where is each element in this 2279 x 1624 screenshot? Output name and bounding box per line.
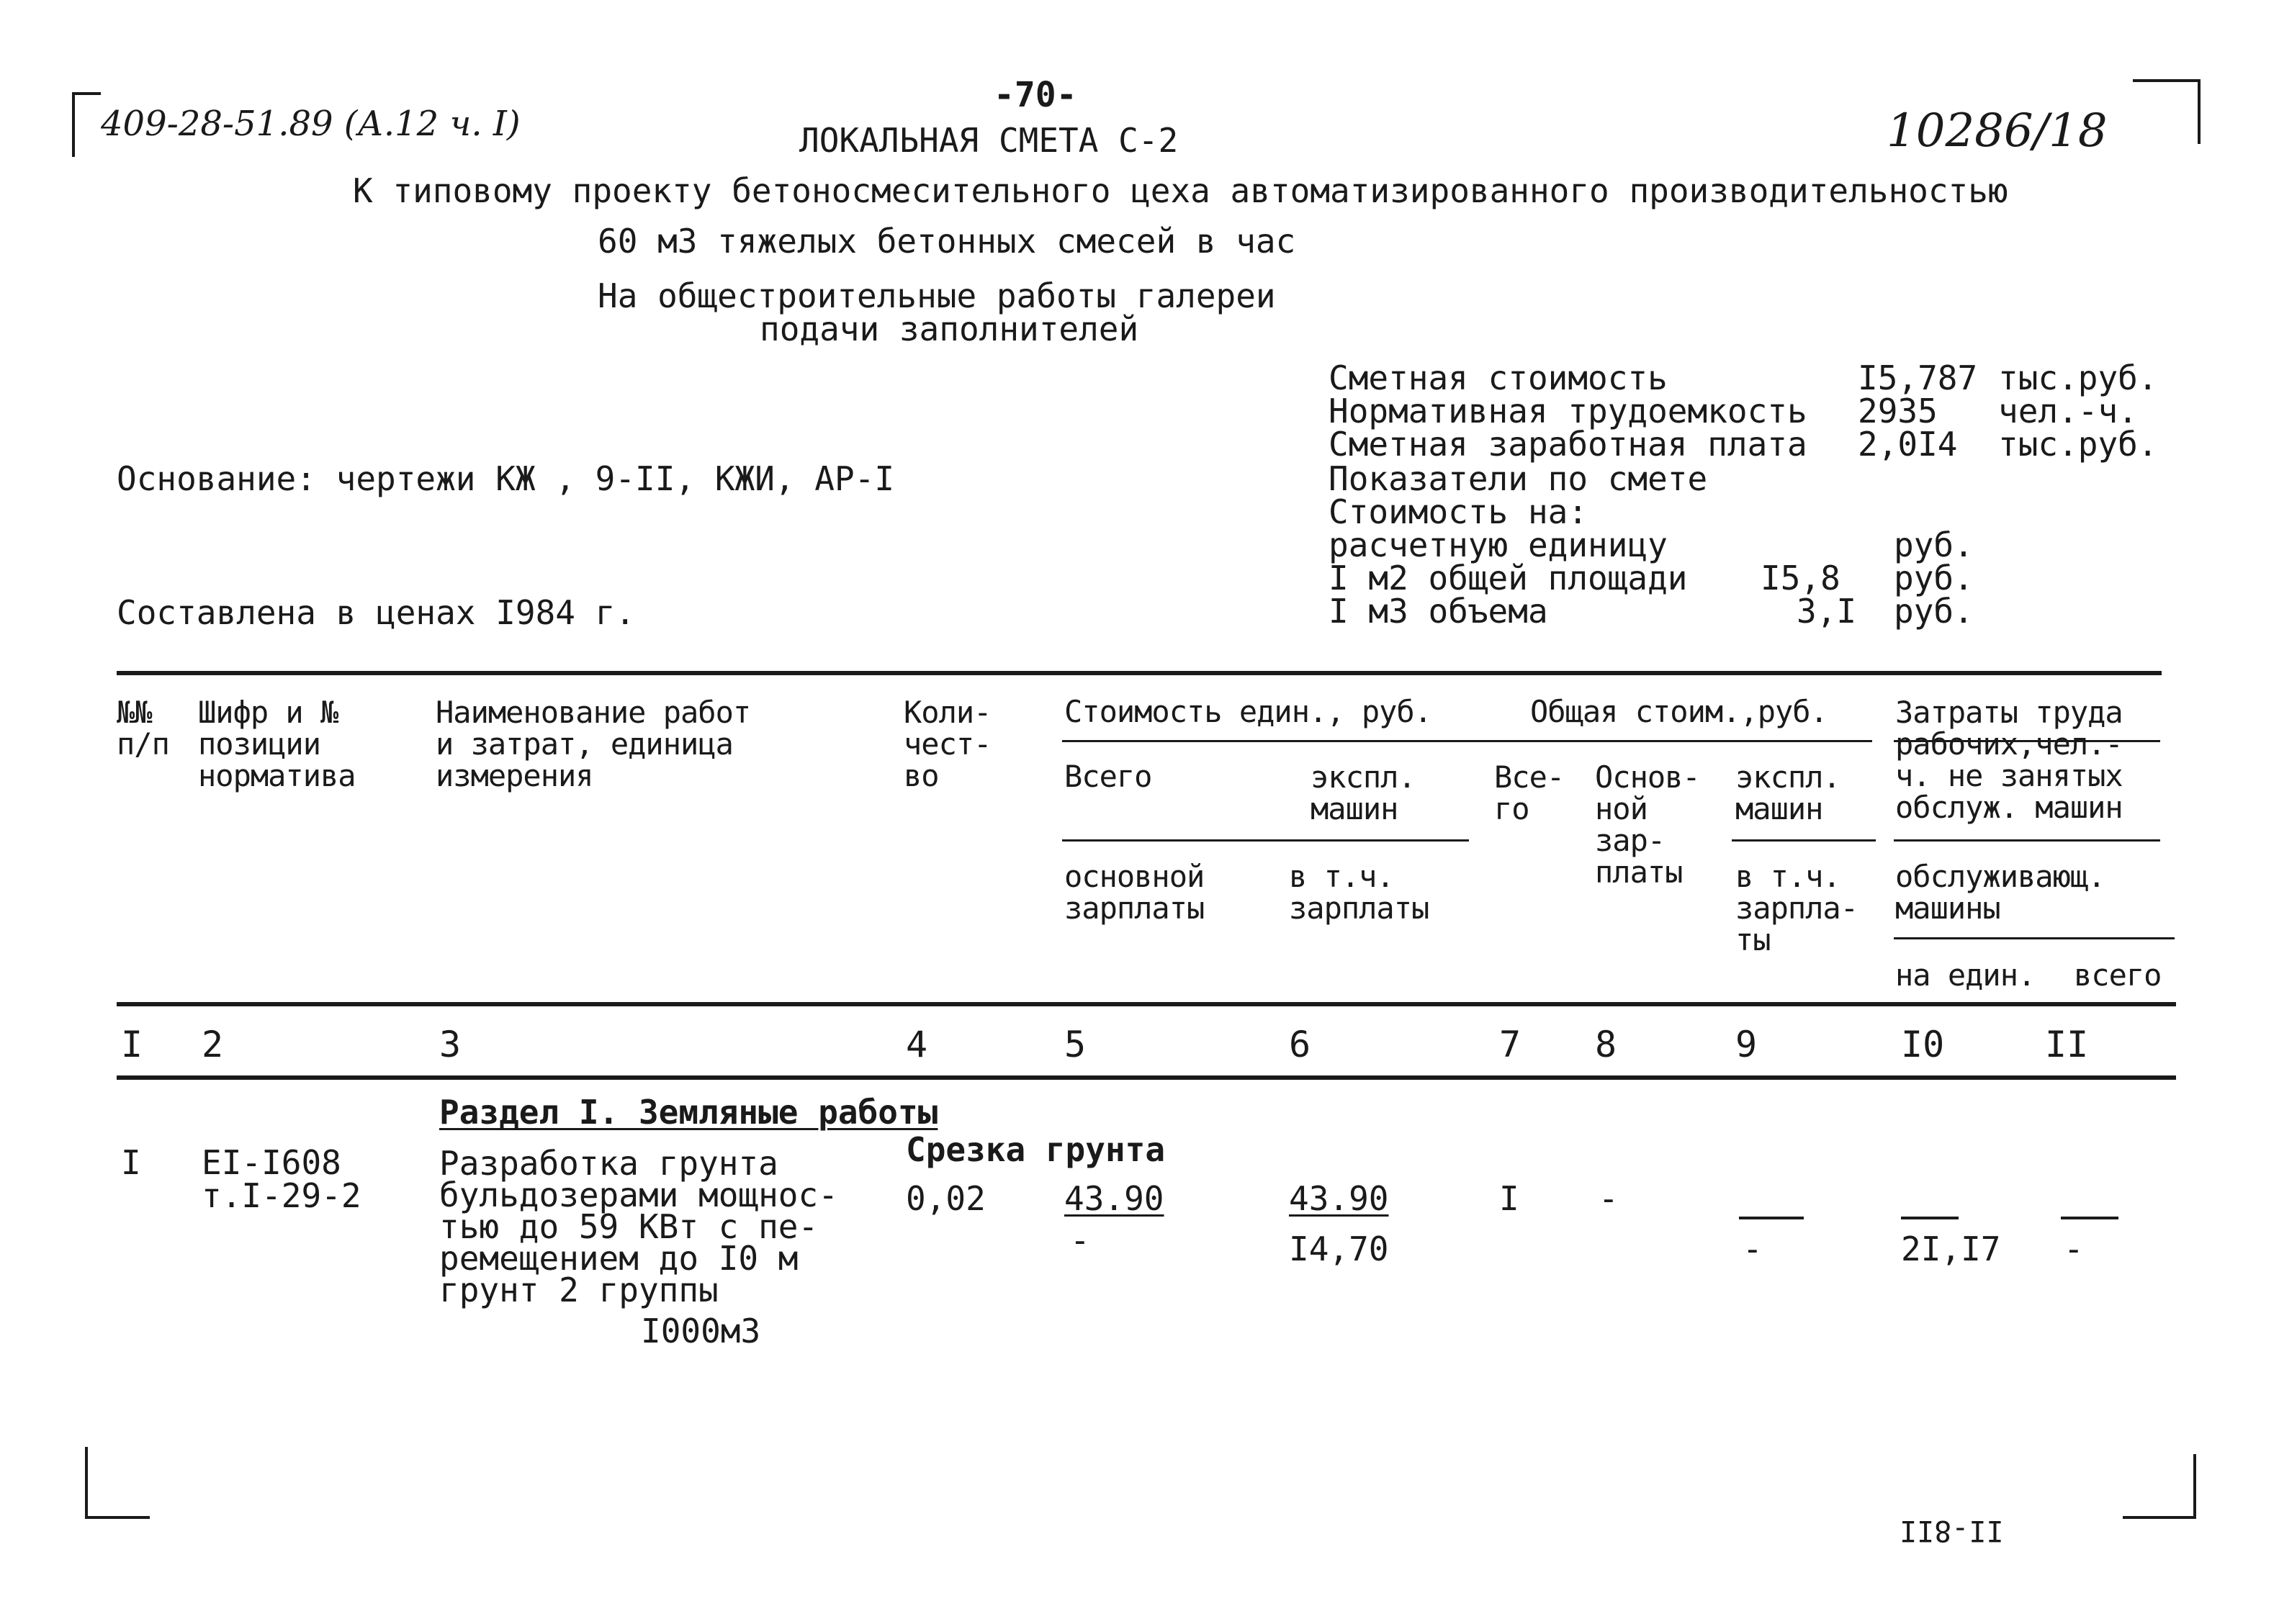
corner-bracket-top-left-h xyxy=(72,92,101,95)
header-unit-cost: Стоимость един., руб. xyxy=(1064,694,1432,729)
table-subrule-col5 xyxy=(1062,839,1469,842)
row-unit-machine-wage: I4,70 xyxy=(1289,1230,1389,1268)
header-vsego: Всего xyxy=(1064,759,1152,794)
col-number-3: 3 xyxy=(439,1024,462,1065)
project-line-2: 60 м3 тяжелых бетонных смесей в час xyxy=(598,222,1296,261)
summary-indicators-label: Показатели по смете xyxy=(1329,459,1708,498)
corner-bracket-bottom-right-h xyxy=(2123,1516,2196,1519)
summary-cost-unit: тыс.руб. xyxy=(1998,358,2158,397)
project-line-1: К типовому проекту бетоносмесительного цеха автоматизированного производительностью xyxy=(353,171,2008,210)
row-name: Разработка грунта бульдозерами мощнос- тью до 59 КВт с пе- ремещением до I0 м грунт 2 группы xyxy=(439,1144,838,1309)
header-vse-go: Все- го xyxy=(1494,759,1565,826)
summary-labor-value: 2935 xyxy=(1858,392,1938,430)
header-vtch-zp: в т.ч. зарплаты xyxy=(1289,859,1429,926)
summary-calc-unit-unit: руб. xyxy=(1894,525,1974,564)
corner-bracket-top-right xyxy=(2198,79,2201,144)
header-osn-zp: основной зарплаты xyxy=(1064,859,1205,926)
header-expl2: экспл. машин xyxy=(1735,759,1840,826)
row-col10-upper-dash xyxy=(1901,1217,1959,1219)
header-vsego2: всего xyxy=(2074,957,2162,993)
col-number-5: 5 xyxy=(1064,1024,1087,1065)
row-col11-upper-dash xyxy=(2061,1217,2118,1219)
header-col-num: №№ п/п xyxy=(117,695,169,762)
row-unit-total: 43.90 xyxy=(1064,1179,1164,1218)
works-line-2: подачи заполнителей xyxy=(760,310,1139,348)
table-header-bottom-rule xyxy=(117,1002,2176,1006)
col-number-10: I0 xyxy=(1901,1024,1945,1065)
col-number-11: II xyxy=(2045,1024,2089,1065)
section-subtitle: Срезка грунта xyxy=(906,1130,1166,1169)
table-subrule-unit-cost xyxy=(1062,740,1872,742)
corner-bracket-top-right-h xyxy=(2133,79,2201,82)
corner-bracket-bottom-right xyxy=(2193,1454,2196,1519)
footer-stamp: II-8II xyxy=(1900,1514,2004,1547)
summary-cost-on-label: Стоимость на: xyxy=(1329,492,1588,531)
row-col9-upper-dash xyxy=(1739,1217,1804,1219)
row-labor-total: - xyxy=(2064,1230,2084,1268)
prices-line: Составлена в ценах I984 г. xyxy=(117,593,636,632)
row-unit-wage: - xyxy=(1070,1221,1090,1260)
summary-calc-unit-label: расчетную единицу xyxy=(1329,525,1668,564)
summary-volume-value: 3,I xyxy=(1797,592,1857,631)
row-labor-per-unit: 2I,I7 xyxy=(1901,1230,2001,1268)
summary-cost-value: I5,787 xyxy=(1858,358,1978,397)
col-number-1: I xyxy=(121,1024,143,1065)
table-top-rule xyxy=(117,671,2162,675)
header-col-name: Наименование работ и затрат, единица измерения xyxy=(436,695,751,793)
col-number-7: 7 xyxy=(1499,1024,1521,1065)
col-number-8: 8 xyxy=(1595,1024,1617,1065)
header-labor: Затраты труда рабочих,чел.- ч. не занятых обслуж. машин xyxy=(1895,695,2123,825)
header-col-code: Шифр и № позиции норматива xyxy=(198,695,356,793)
header-vtch-zp2: в т.ч. зарпла- ты xyxy=(1735,859,1858,957)
basis-line: Основание: чертежи КЖ , 9-II, КЖИ, АР-I xyxy=(117,459,895,498)
row-unit-machine: 43.90 xyxy=(1289,1179,1389,1218)
doc-title: ЛОКАЛЬНАЯ СМЕТА С-2 xyxy=(799,121,1179,160)
summary-labor-label: Нормативная трудоемкость xyxy=(1329,392,1807,430)
corner-bracket-bottom-left-h xyxy=(85,1516,150,1519)
header-expl: экспл. машин xyxy=(1311,759,1416,826)
works-line-1: На общестроительные работы галереи xyxy=(598,276,1276,315)
doc-code: 409-28-51.89 (А.12 ч. I) xyxy=(101,104,521,144)
table-subrule-col10b xyxy=(1894,937,2175,939)
summary-volume-label: I м3 объема xyxy=(1329,592,1548,631)
summary-wage-label: Сметная заработная плата xyxy=(1329,425,1807,464)
summary-area-label: I м2 общей площади xyxy=(1329,559,1688,597)
page-number: -70- xyxy=(994,75,1077,115)
summary-wage-unit: тыс.руб. xyxy=(1998,425,2158,464)
summary-volume-unit: руб. xyxy=(1894,592,1974,631)
header-total-cost: Общая стоим.,руб. xyxy=(1530,694,1828,729)
table-subrule-col10 xyxy=(1894,839,2160,842)
summary-wage-value: 2,0I4 xyxy=(1858,425,1958,464)
inventory-number: 10286/18 xyxy=(1887,104,2108,158)
header-na-edin: на един. xyxy=(1895,957,2036,993)
header-obsl: обслуживающ. машины xyxy=(1895,859,2105,926)
table-subrule-col9 xyxy=(1732,839,1876,842)
summary-cost-label: Сметная стоимость xyxy=(1329,358,1668,397)
row-code: ЕI-I608 т.I-29-2 xyxy=(202,1143,361,1215)
row-number: I xyxy=(121,1143,141,1182)
row-total: I xyxy=(1499,1179,1519,1218)
header-col-qty: Коли- чест- во xyxy=(904,695,992,793)
column-numbers-rule xyxy=(117,1075,2176,1080)
section-title: Раздел I. Земляные работы xyxy=(439,1093,938,1132)
summary-area-unit: руб. xyxy=(1894,559,1974,597)
row-unit: I000м3 xyxy=(641,1312,761,1350)
row-qty: 0,02 xyxy=(906,1179,986,1218)
header-osnov: Основ- ной зар- платы xyxy=(1595,759,1700,890)
col-number-2: 2 xyxy=(202,1024,224,1065)
summary-labor-unit: чел.-ч. xyxy=(1998,392,2138,430)
col-number-4: 4 xyxy=(906,1024,928,1065)
col-number-6: 6 xyxy=(1289,1024,1311,1065)
row-total-machine-wage: - xyxy=(1743,1230,1763,1268)
col-number-9: 9 xyxy=(1735,1024,1758,1065)
row-total-wage: - xyxy=(1599,1179,1619,1218)
summary-area-value: I5,8 xyxy=(1761,559,1840,597)
corner-bracket-top-left xyxy=(72,92,75,157)
corner-bracket-bottom-left xyxy=(85,1447,88,1519)
